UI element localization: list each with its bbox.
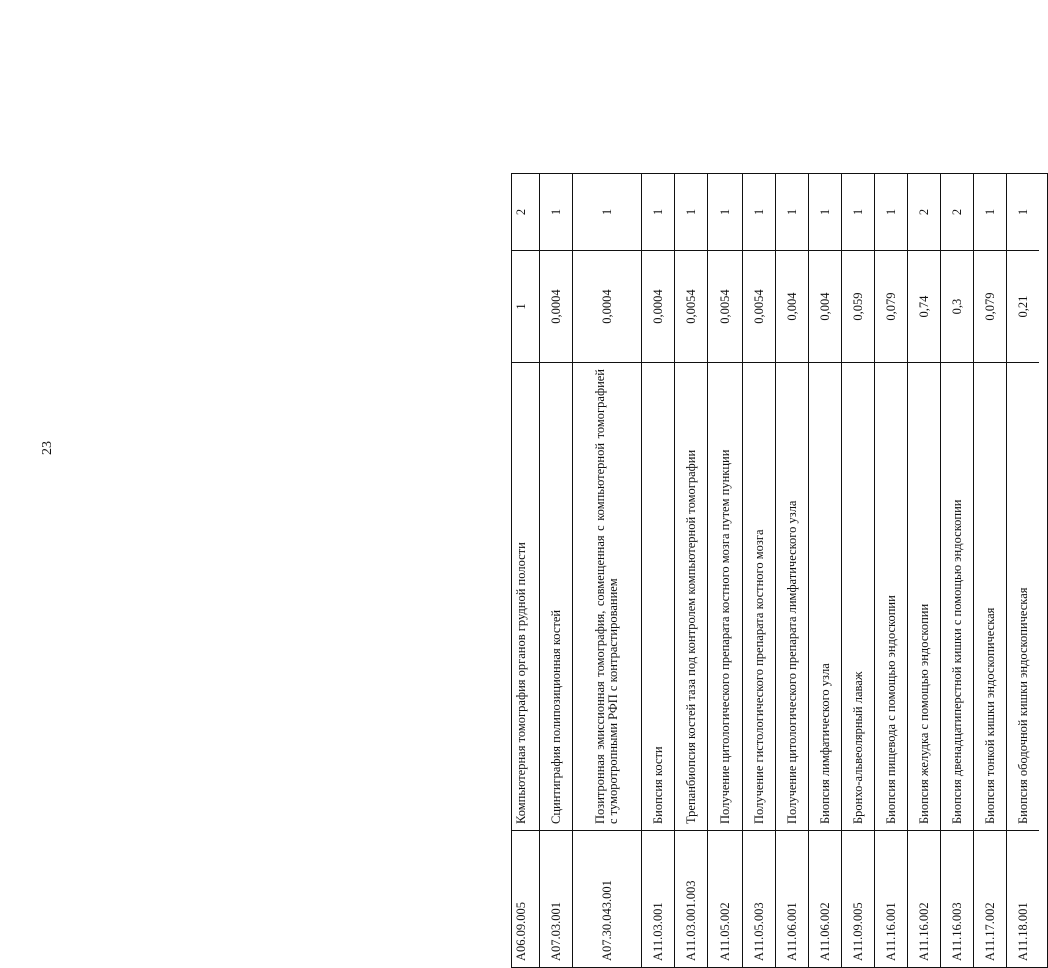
service-code: A11.03.001.003 xyxy=(675,830,707,967)
table-row xyxy=(874,174,907,967)
multiplicity-value: 2 xyxy=(949,208,964,216)
frequency-value: 0,0004 xyxy=(642,250,674,362)
multiplicity-value: 1 xyxy=(683,208,698,216)
frequency-value: 0,004 xyxy=(776,250,808,362)
service-name: Компьютерная томография органов грудной полости xyxy=(512,362,539,830)
service-name: Биопсия кости xyxy=(642,362,674,830)
table-row xyxy=(572,174,641,967)
multiplicity-value: 1 xyxy=(850,208,865,216)
service-name: Бронхо-альвеолярный лаваж xyxy=(842,362,874,830)
service-name: Биопсия лимфатического узла xyxy=(809,362,841,830)
table-row xyxy=(674,174,707,967)
table-row xyxy=(907,174,940,967)
service-code: A11.16.001 xyxy=(875,830,907,967)
multiplicity-value: 1 xyxy=(599,208,614,216)
service-code: A11.05.003 xyxy=(743,830,775,967)
table-row xyxy=(512,174,539,967)
service-name: Биопсия пищевода с помощью эндоскопии xyxy=(875,362,907,830)
multiplicity-value: 2 xyxy=(916,208,931,216)
service-name: Биопсия ободочной кишки эндоскопическая xyxy=(1007,362,1039,830)
service-code: A11.18.001 xyxy=(1007,830,1039,967)
frequency-value: 0,21 xyxy=(1007,250,1039,362)
service-name: Биопсия желудка с помощью эндоскопии xyxy=(908,362,940,830)
frequency-value: 0,004 xyxy=(809,250,841,362)
table-row xyxy=(707,174,742,967)
page-number: 23 xyxy=(40,441,55,455)
service-code: A11.03.001 xyxy=(642,830,674,967)
table-row xyxy=(940,174,973,967)
service-code: A11.06.001 xyxy=(776,830,808,967)
service-name: Получение цитологического препарата костного мозга путем пункции xyxy=(708,362,742,830)
service-code: A11.16.003 xyxy=(941,830,973,967)
multiplicity-value: 1 xyxy=(883,208,898,216)
frequency-value: 0,0054 xyxy=(743,250,775,362)
multiplicity-value: 1 xyxy=(717,208,732,216)
service-code: A11.05.002 xyxy=(708,830,742,967)
service-name: Биопсия двенадцатиперстной кишки с помощью эндоскопии xyxy=(941,362,973,830)
multiplicity-value: 1 xyxy=(548,208,563,216)
frequency-value: 0,059 xyxy=(842,250,874,362)
table-row xyxy=(775,174,808,967)
multiplicity-value: 1 xyxy=(1015,208,1030,216)
multiplicity-value: 1 xyxy=(982,208,997,216)
table-row xyxy=(742,174,775,967)
table-row xyxy=(808,174,841,967)
multiplicity-value: 2 xyxy=(514,208,528,216)
service-code: A11.16.002 xyxy=(908,830,940,967)
service-name: Получение цитологического препарата лимфатического узла xyxy=(776,362,808,830)
service-code: A11.17.002 xyxy=(974,830,1006,967)
service-name: Сцинтиграфия полипозиционная костей xyxy=(540,362,572,830)
table-row xyxy=(973,174,1006,967)
table-row xyxy=(641,174,674,967)
service-name: Биопсия тонкой кишки эндоскопическая xyxy=(974,362,1006,830)
frequency-value: 0,3 xyxy=(941,250,973,362)
service-code: A07.03.001 xyxy=(540,830,572,967)
table-row xyxy=(539,174,572,967)
services-table xyxy=(511,173,1048,968)
service-name: Получение гистологического препарата костного мозга xyxy=(743,362,775,830)
frequency-value: 0,0054 xyxy=(708,250,742,362)
multiplicity-value: 1 xyxy=(817,208,832,216)
frequency-value: 1 xyxy=(512,250,539,362)
multiplicity-value: 1 xyxy=(751,208,766,216)
frequency-value: 0,079 xyxy=(875,250,907,362)
frequency-value: 0,0004 xyxy=(540,250,572,362)
frequency-value: 0,74 xyxy=(908,250,940,362)
frequency-value: 0,079 xyxy=(974,250,1006,362)
service-code: A11.09.005 xyxy=(842,830,874,967)
service-code: A11.06.002 xyxy=(809,830,841,967)
table-row xyxy=(1006,174,1039,967)
service-name: Трепанбиопсия костей таза под контролем компьютерной томографии xyxy=(675,362,707,830)
table-row xyxy=(841,174,874,967)
service-code: A06.09.005 xyxy=(512,830,539,967)
multiplicity-value: 1 xyxy=(650,208,665,216)
multiplicity-value: 1 xyxy=(784,208,799,216)
service-code: A07.30.043.001 xyxy=(573,830,641,967)
frequency-value: 0,0054 xyxy=(675,250,707,362)
frequency-value: 0,0004 xyxy=(573,250,641,362)
service-name: Позитронная эмиссионная томография, совмещенная с компьютерной томографией с туморотропными РФП с контрастированием xyxy=(573,362,641,830)
